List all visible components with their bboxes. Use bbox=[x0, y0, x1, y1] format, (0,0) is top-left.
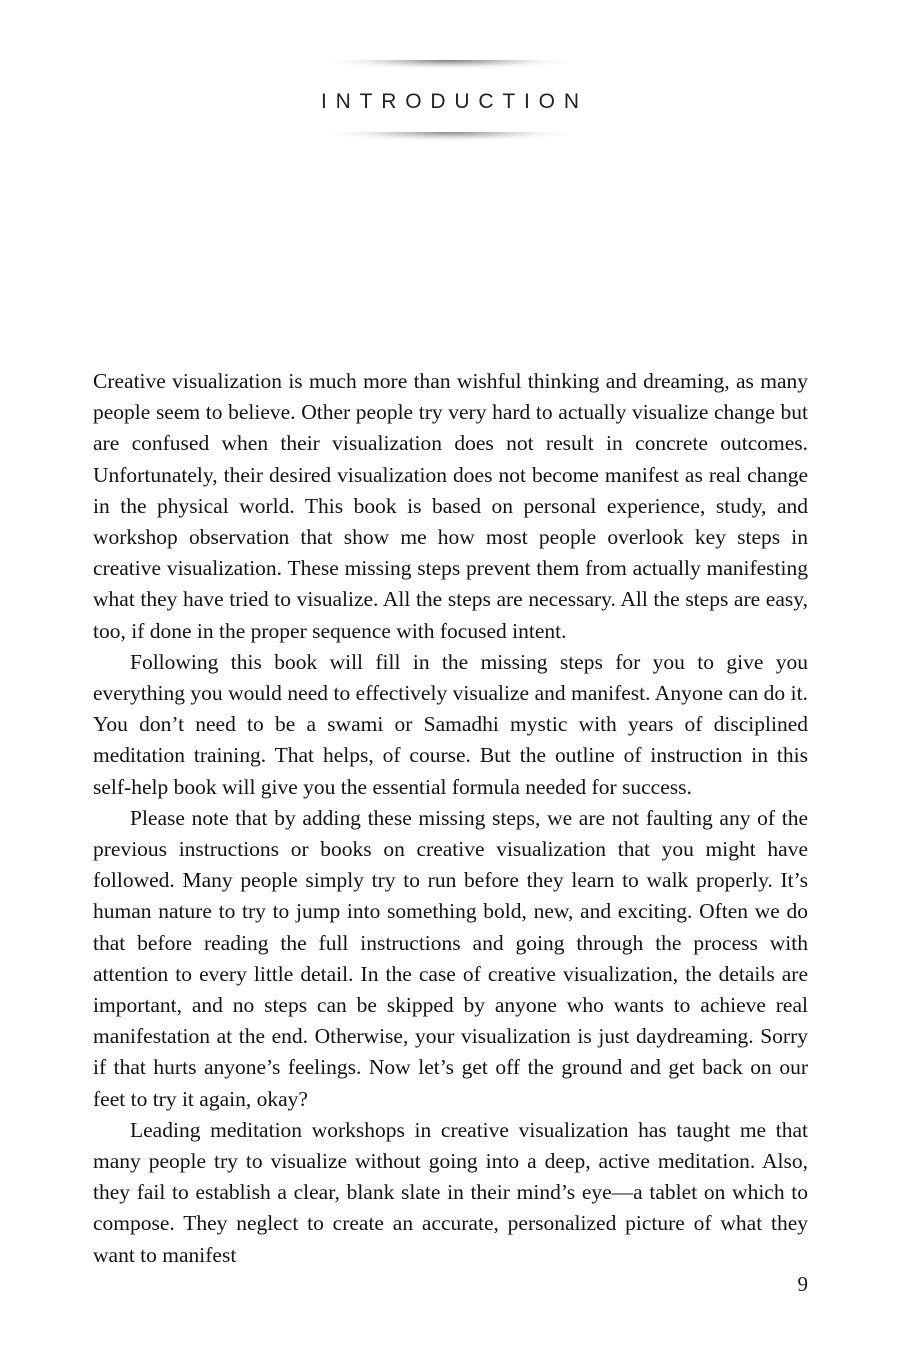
heading-shadow-top-ornament bbox=[296, 60, 604, 73]
paragraph-4: Leading meditation workshops in creative visualization has taught me that many people try to visualize without going into a deep, active meditation. Also, they fail to establish a clear, blank slate in their mind’s eye—a tablet on which to compose. They neglect to create an accurate, personalized picture of what they want to manifest bbox=[93, 1117, 808, 1267]
chapter-title: INTRODUCTION bbox=[320, 90, 588, 113]
paragraph-2: Following this book will fill in the missing steps for you to give you everything you would need to effectively visualize and manifest. Anyone can do it. You don’t need to be a swami or Samadhi mystic with years of disciplined meditation training. That helps, of course. But the outline of instruction in this self-help book will give you the essential formula needed for success. bbox=[93, 649, 808, 799]
paragraph-1: Creative visualization is much more than wishful thinking and dreaming, as many people seem to believe. Other people try very hard to actually visualize change but are confused when their visualization does not result in concrete outcomes. Unfortunately, their desired visualization does not become manifest as real change in the physical world. This book is based on personal experience, study, and workshop observation that show me how most people overlook key steps in creative visualization. These missing steps prevent them from actually manifesting what they have tried to visualize. All the steps are necessary. All the steps are easy, too, if done in the proper sequence with focused intent. bbox=[93, 369, 808, 643]
body-text-block bbox=[93, 366, 808, 1271]
heading-shadow-bottom-ornament bbox=[296, 132, 604, 145]
chapter-heading-block bbox=[0, 60, 900, 145]
page-number: 9 bbox=[797, 1272, 808, 1296]
paragraph-3: Please note that by adding these missing steps, we are not faulting any of the previous instructions or books on creative visualization that you might have followed. Many people simply try to run before they learn to walk properly. It’s human nature to try to jump into something bold, new, and exciting. Often we do that before reading the full instructions and going through the process with attention to every little detail. In the case of creative visualization, the details are important, and no steps can be skipped by anyone who wants to achieve real manifestation at the end. Otherwise, your visualization is just daydreaming. Sorry if that hurts anyone’s feelings. Now let’s get off the ground and get back on our feet to try it again, okay? bbox=[93, 805, 808, 1111]
